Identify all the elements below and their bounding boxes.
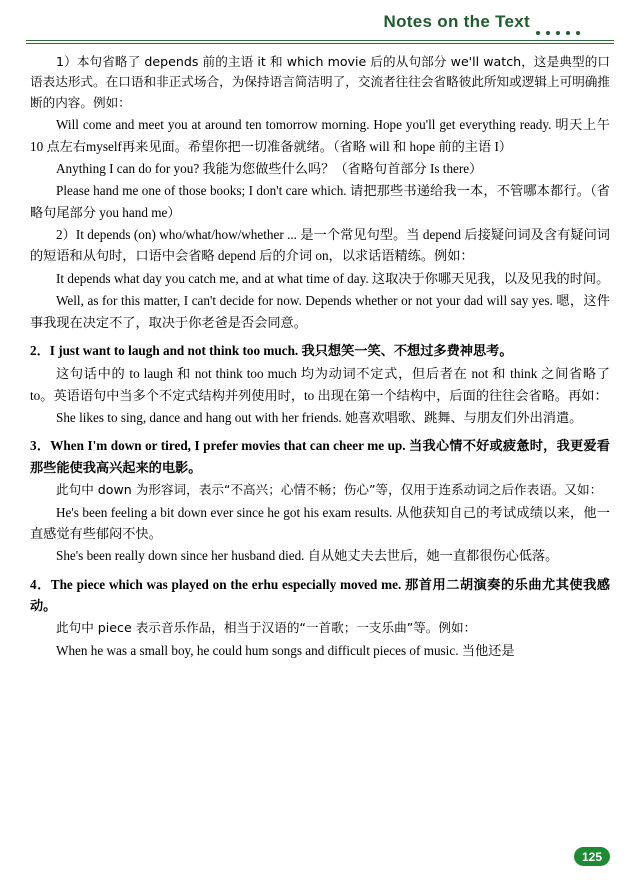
note-heading-3: 3．When I'm down or tired, I prefer movies that can cheer me up. 当我心情不好或疲惫时，我更爱看那些能使我高兴起来的电影。 <box>30 438 610 475</box>
example-sentence: He's been feeling a bit down ever since he got his exam results. 从他获知自己的考试成绩以来，他一直感觉有些郁闷不快。 <box>30 504 610 541</box>
example-sentence: She likes to sing, dance and hang out with her friends. 她喜欢唱歌、跳舞、与朋友们外出消遣。 <box>56 410 583 426</box>
example-sentence: When he was a small boy, he could hum songs and difficult pieces of music. 当他还是 <box>56 642 515 658</box>
note-heading-4: 4．The piece which was played on the erhu especially moved me. 那首用二胡演奏的乐曲尤其使我感动。 <box>30 576 610 614</box>
note-heading-2: 2．I just want to laugh and not think too much. 我只想笑一笑、不想过多费神思考。 <box>30 342 513 358</box>
note-paragraph: 这句话中的 to laugh 和 not think too much 均为动词不定式，但后者在 not 和 think 之间省略了 to。英语语句中当多个不定式结构并列使用时，to 出现在第一个结构中，后面的往往会省略。再如： <box>30 366 610 403</box>
note-paragraph: 2）It depends (on) who/what/how/whether ... 是一个常见句型。当 depend 后接疑问词及含有疑问词的短语和从句时，口语中会省略 depend 后的介词 on，以求话语精练。例如： <box>30 227 610 264</box>
example-sentence: Anything I can do for you? 我能为您做些什么吗？（省略句首部分 Is there） <box>56 160 483 176</box>
page-title: Notes on the Text <box>383 12 530 31</box>
example-sentence: Will come and meet you at around ten tomorrow morning. Hope you'll get everything ready. 明天上午 10 点左右myself再来见面。希望你把一切准备就绪。（省略 will 和 hope 前的主语 I） <box>30 117 610 154</box>
example-sentence: It depends what day you catch me, and at what time of day. 这取决于你哪天见我，以及见我的时间。 <box>56 270 610 286</box>
header-rule-top <box>26 40 614 41</box>
note-paragraph: 1）本句省略了 depends 前的主语 it 和 which movie 后的从句部分 we'll watch，这是典型的口语表达形式。在口语和非正式场合，为保持语言简洁明了，交流者往往会省略彼此所知或逻辑上可明确推断的内容。例如： <box>30 54 610 110</box>
header-rule-bottom <box>26 43 614 44</box>
example-sentence: Please hand me one of those books; I don't care which. 请把那些书递给我一本，不管哪本都行。（省略句尾部分 you hand me） <box>30 183 610 220</box>
notes-body <box>30 52 610 661</box>
example-sentence: She's been really down since her husband died. 自从她丈夫去世后，她一直都很伤心低落。 <box>56 548 559 564</box>
note-paragraph: 此句中 piece 表示音乐作品，相当于汉语的“一首歌；一支乐曲”等。例如： <box>56 620 477 636</box>
example-sentence: Well, as for this matter, I can't decide for now. Depends whether or not your dad will say yes. 嗯，这件事我现在决定不了，取决于你老爸是否会同意。 <box>30 293 610 330</box>
header-dots-decoration <box>536 22 606 30</box>
page-number-badge: 125 <box>574 847 610 866</box>
note-paragraph: 此句中 down 为形容词，表示“不高兴；心情不畅；伤心”等，仅用于连系动词之后作表语。又如： <box>56 482 603 498</box>
page-header <box>26 0 614 46</box>
